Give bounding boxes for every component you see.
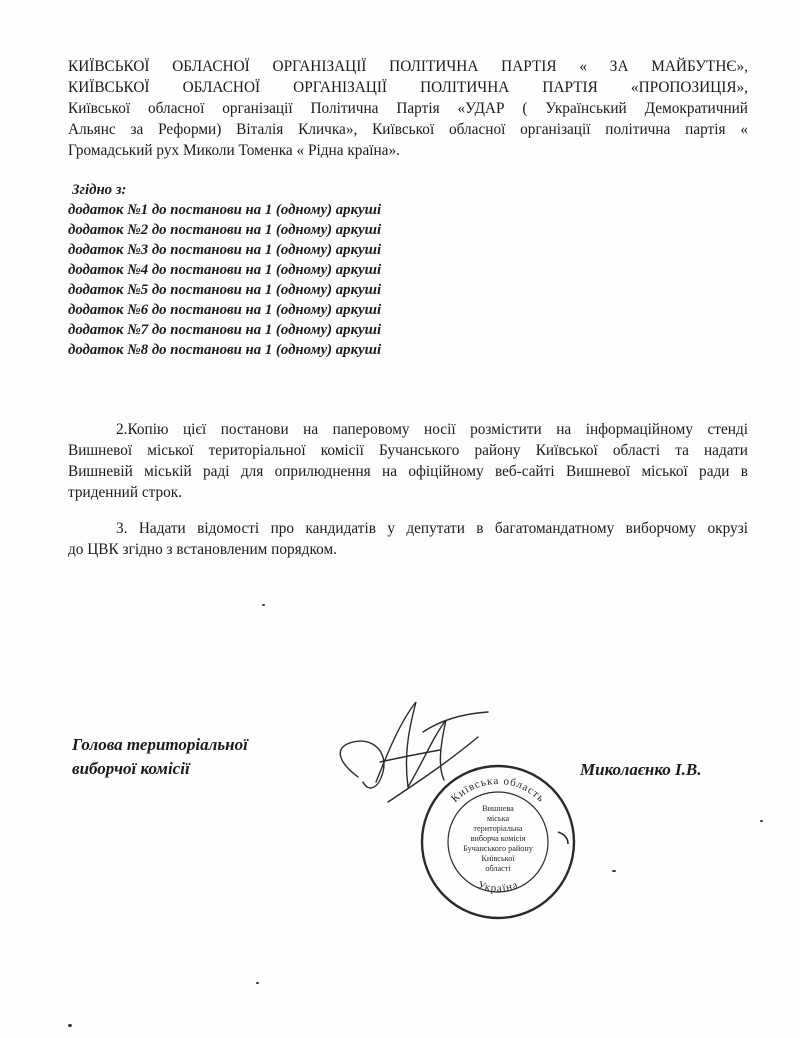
paragraph-2-line: триденний строк.: [68, 484, 183, 501]
seal-inner-line: міська: [486, 814, 510, 823]
seal-tick-mark: [558, 832, 568, 844]
intro-line: Альянс за Реформи) Віталія Кличка», Київської обласної організації політична партія «: [68, 121, 748, 138]
scan-speck: [262, 604, 265, 606]
signatory-title-line: Голова територіальної: [72, 735, 248, 754]
intro-line: КИЇВСЬКОЇ ОБЛАСНОЇ ОРГАНІЗАЦІЇ ПОЛІТИЧНА ПАРТІЯ « ЗА МАЙБУТНЄ»,: [68, 58, 748, 75]
attachment-item: додаток №4 до постанови на 1 (одному) аркуші: [68, 262, 382, 278]
attachments-heading: Згідно з:: [72, 182, 127, 198]
paragraph-3-line: до ЦВК згідно з встановленим порядком.: [68, 541, 337, 558]
intro-line: Громадський рух Миколи Томенка « Рідна країна».: [68, 142, 400, 159]
attachment-item: додаток №6 до постанови на 1 (одному) аркуші: [68, 302, 382, 318]
scan-speck: [612, 870, 616, 872]
seal-inner-line: Бучанського району: [463, 844, 533, 853]
intro-paragraph: [68, 56, 748, 161]
seal-inner-line: виборча комісія: [470, 834, 526, 843]
attachments-list: [68, 180, 488, 360]
paragraph-3: [68, 518, 748, 560]
signatory-title-line: виборчої комісії: [72, 759, 190, 778]
intro-line: КИЇВСЬКОЇ ОБЛАСНОЇ ОРГАНІЗАЦІЇ ПОЛІТИЧНА ПАРТІЯ «ПРОПОЗИЦІЯ»,: [68, 79, 748, 96]
seal-outer-top-text: Київська область: [448, 774, 548, 805]
attachment-item: додаток №1 до постанови на 1 (одному) аркуші: [68, 202, 382, 218]
paragraph-2-line: 2.Копію цієї постанови на паперовому носії розмістити на інформаційному стенді: [116, 421, 748, 438]
signatory-title: [72, 733, 248, 781]
attachment-item: додаток №3 до постанови на 1 (одному) аркуші: [68, 242, 382, 258]
attachment-item: додаток №2 до постанови на 1 (одному) аркуші: [68, 222, 382, 238]
scan-speck: [256, 982, 259, 984]
svg-text:Київська область: [449, 775, 547, 805]
seal-inner-line: Київської: [481, 854, 515, 863]
official-seal: [418, 762, 578, 922]
scan-speck: [760, 820, 763, 822]
seal-inner-line: територіальна: [473, 824, 523, 833]
seal-outer-bottom-text: Україна: [475, 878, 521, 895]
scan-speck: [68, 1024, 72, 1027]
attachment-item: додаток №7 до постанови на 1 (одному) аркуші: [68, 322, 382, 338]
paragraph-2-line: Вишневої міської територіальної комісії Бучанського району Київської області та надати: [68, 442, 748, 459]
attachment-item: додаток №8 до постанови на 1 (одному) аркуші: [68, 342, 382, 358]
paragraph-2: [68, 419, 748, 503]
paragraph-3-line: 3. Надати відомості про кандидатів у депутати в багатомандатному виборчому окрузі: [116, 520, 748, 537]
signatory-name: Миколаєнко І.В.: [580, 760, 702, 779]
intro-line: Київської обласної організації Політична Партія «УДАР ( Український Демократичний: [68, 100, 748, 117]
svg-text:Україна: [476, 879, 520, 895]
seal-inner-line: Вишнева: [482, 804, 514, 813]
attachment-item: додаток №5 до постанови на 1 (одному) аркуші: [68, 282, 382, 298]
paragraph-2-line: Вишневій міській раді для оприлюднення на офіційному веб-сайті Вишневої міської ради в: [68, 463, 748, 480]
seal-inner-line: області: [485, 864, 511, 873]
